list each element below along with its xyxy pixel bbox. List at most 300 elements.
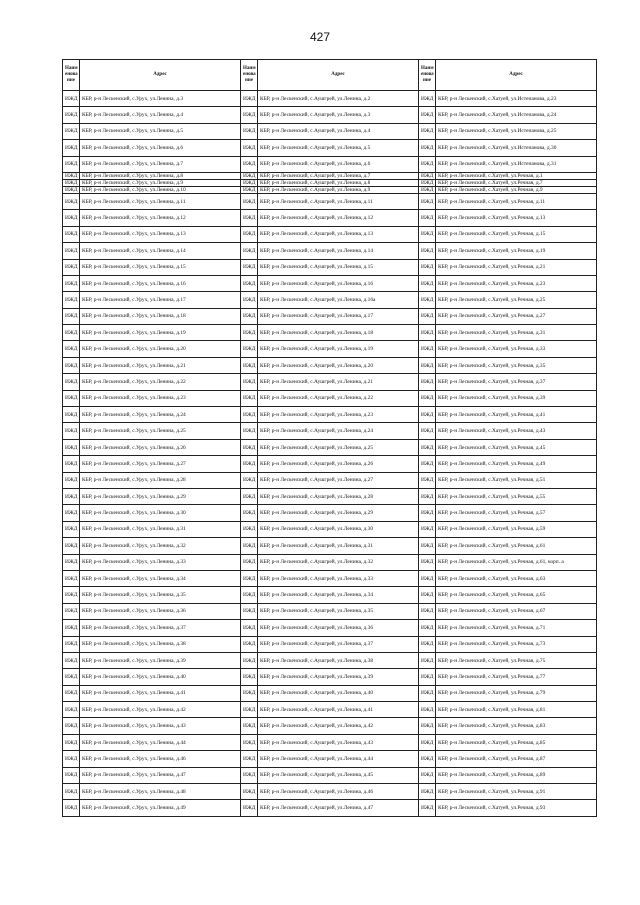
object-type-cell: ИЖД: [241, 488, 258, 504]
object-type-cell: ИЖД: [63, 357, 80, 373]
object-type-cell: ИЖД: [63, 603, 80, 619]
object-type-cell: ИЖД: [241, 91, 258, 107]
table-row: [241, 538, 419, 554]
kind-header: Наим енова ние: [63, 60, 80, 91]
table-row: [419, 456, 597, 472]
address-cell: КБР, р-н Лескенский, с.Хатуей, ул.Речная, д.57: [436, 505, 597, 521]
table-row: [241, 472, 419, 488]
table-row: [241, 751, 419, 767]
address-cell: КБР, р-н Лескенский, с.Урух, ул.Ленина, д.27: [80, 456, 241, 472]
table-row: [419, 107, 597, 123]
object-type-cell: ИЖД: [419, 570, 436, 586]
address-cell: КБР, р-н Лескенский, с.Аушгрей, ул.Ленина, д.36: [258, 620, 419, 636]
object-type-cell: ИЖД: [63, 800, 80, 816]
table-header-row: [419, 60, 597, 91]
table-row: [63, 172, 241, 179]
table-row: [419, 243, 597, 259]
object-type-cell: ИЖД: [419, 767, 436, 783]
object-type-cell: ИЖД: [63, 275, 80, 291]
table-row: [63, 123, 241, 139]
address-cell: КБР, р-н Лескенский, с.Урух, ул.Ленина, д.49: [80, 800, 241, 816]
address-cell: КБР, р-н Лескенский, с.Урух, ул.Ленина, д.15: [80, 259, 241, 275]
address-cell: КБР, р-н Лескенский, с.Урух, ул.Ленина, д.21: [80, 357, 241, 373]
table-row: [63, 186, 241, 193]
object-type-cell: ИЖД: [419, 275, 436, 291]
object-type-cell: ИЖД: [419, 357, 436, 373]
table-row: [419, 472, 597, 488]
object-type-cell: ИЖД: [63, 172, 80, 179]
table-row: [241, 325, 419, 341]
object-type-cell: ИЖД: [63, 472, 80, 488]
address-cell: КБР, р-н Лескенский, с.Урух, ул.Ленина, д.41: [80, 685, 241, 701]
address-cell: КБР, р-н Лескенский, с.Урух, ул.Ленина, д.11: [80, 193, 241, 209]
table-row: [241, 587, 419, 603]
address-cell: КБР, р-н Лескенский, с.Хатуей, ул.Речная, д.45: [436, 439, 597, 455]
address-cell: КБР, р-н Лескенский, с.Аушгрей, ул.Ленина, д.26: [258, 456, 419, 472]
table-row: [63, 570, 241, 586]
address-cell: КБР, р-н Лескенский, с.Урух, ул.Ленина, д.3: [80, 91, 241, 107]
address-cell: КБР, р-н Лескенский, с.Хатуей, ул.Речная, д.91: [436, 784, 597, 800]
table-row: [63, 275, 241, 291]
object-type-cell: ИЖД: [241, 374, 258, 390]
address-cell: КБР, р-н Лескенский, с.Аушгрей, ул.Ленина, д.45: [258, 767, 419, 783]
address-cell: КБР, р-н Лескенский, с.Урух, ул.Ленина, д.43: [80, 718, 241, 734]
table-row: [63, 538, 241, 554]
object-type-cell: ИЖД: [63, 767, 80, 783]
object-type-cell: ИЖД: [241, 603, 258, 619]
address-cell: КБР, р-н Лескенский, с.Аушгрей, ул.Ленина, д.15: [258, 259, 419, 275]
table-row: [419, 718, 597, 734]
object-type-cell: ИЖД: [63, 718, 80, 734]
address-cell: КБР, р-н Лескенский, с.Хатуей, ул.Речная, д.21: [436, 259, 597, 275]
table-row: [63, 140, 241, 156]
object-type-cell: ИЖД: [241, 570, 258, 586]
object-type-cell: ИЖД: [419, 210, 436, 226]
object-type-cell: ИЖД: [419, 172, 436, 179]
address-cell: КБР, р-н Лескенский, с.Аушгрей, ул.Ленина, д.21: [258, 374, 419, 390]
object-type-cell: ИЖД: [63, 669, 80, 685]
object-type-cell: ИЖД: [241, 140, 258, 156]
table-row: [241, 341, 419, 357]
object-type-cell: ИЖД: [241, 210, 258, 226]
table-header-row: [241, 60, 419, 91]
object-type-cell: ИЖД: [63, 226, 80, 242]
object-type-cell: ИЖД: [63, 243, 80, 259]
table-row: [63, 734, 241, 750]
address-cell: КБР, р-н Лескенский, с.Аушгрей, ул.Ленина, д.3: [258, 107, 419, 123]
table-row: [241, 734, 419, 750]
address-cell: КБР, р-н Лескенский, с.Урух, ул.Ленина, д.34: [80, 570, 241, 586]
table-row: [241, 570, 419, 586]
address-cell: КБР, р-н Лескенский, с.Хатуей, ул.Речная, д.63: [436, 570, 597, 586]
address-cell: КБР, р-н Лескенский, с.Хатуей, ул.Речная, д.59: [436, 521, 597, 537]
table-row: [419, 734, 597, 750]
object-type-cell: ИЖД: [241, 751, 258, 767]
table-row: [63, 439, 241, 455]
table-row: [419, 341, 597, 357]
object-type-cell: ИЖД: [419, 734, 436, 750]
address-cell: КБР, р-н Лескенский, с.Хатуей, ул.Речная, д.79: [436, 685, 597, 701]
address-cell: КБР, р-н Лескенский, с.Аушгрей, ул.Ленина, д.19: [258, 341, 419, 357]
address-cell: КБР, р-н Лескенский, с.Урух, ул.Ленина, д.46: [80, 751, 241, 767]
object-type-cell: ИЖД: [63, 259, 80, 275]
address-cell: КБР, р-н Лескенский, с.Урух, ул.Ленина, д.47: [80, 767, 241, 783]
table-row: [241, 554, 419, 570]
address-cell: КБР, р-н Лескенский, с.Урух, ул.Ленина, д.23: [80, 390, 241, 406]
table-row: [63, 374, 241, 390]
table-row: [419, 407, 597, 423]
address-cell: КБР, р-н Лескенский, с.Аушгрей, ул.Ленина, д.9: [258, 186, 419, 193]
object-type-cell: ИЖД: [419, 193, 436, 209]
object-type-cell: ИЖД: [241, 538, 258, 554]
address-cell: КБР, р-н Лескенский, с.Аушгрей, ул.Ленина, д.22: [258, 390, 419, 406]
object-type-cell: ИЖД: [419, 390, 436, 406]
address-cell: КБР, р-н Лескенский, с.Аушгрей, ул.Ленина, д.5: [258, 140, 419, 156]
table-row: [241, 603, 419, 619]
address-cell: КБР, р-н Лескенский, с.Урух, ул.Ленина, д.40: [80, 669, 241, 685]
object-type-cell: ИЖД: [241, 456, 258, 472]
address-cell: КБР, р-н Лескенский, с.Урух, ул.Ленина, д.12: [80, 210, 241, 226]
table-row: [419, 767, 597, 783]
table-row: [419, 325, 597, 341]
object-type-cell: ИЖД: [241, 179, 258, 186]
address-cell: КБР, р-н Лескенский, с.Хатуей, ул.Истепанова, д.25: [436, 123, 597, 139]
table-row: [419, 186, 597, 193]
object-type-cell: ИЖД: [63, 702, 80, 718]
address-cell: КБР, р-н Лескенский, с.Хатуей, ул.Речная, д.51: [436, 472, 597, 488]
address-cell: КБР, р-н Лескенский, с.Аушгрей, ул.Ленина, д.42: [258, 718, 419, 734]
object-type-cell: ИЖД: [419, 439, 436, 455]
table-row: [63, 751, 241, 767]
table-row: [241, 308, 419, 324]
object-type-cell: ИЖД: [419, 91, 436, 107]
address-cell: КБР, р-н Лескенский, с.Аушгрей, ул.Ленина, д.14: [258, 243, 419, 259]
address-cell: КБР, р-н Лескенский, с.Аушгрей, ул.Ленина, д.4: [258, 123, 419, 139]
address-cell: КБР, р-н Лескенский, с.Аушгрей, ул.Ленина, д.27: [258, 472, 419, 488]
address-cell: КБР, р-н Лескенский, с.Хатуей, ул.Речная, д.7: [436, 179, 597, 186]
address-cell: КБР, р-н Лескенский, с.Аушгрей, ул.Ленина, д.28: [258, 488, 419, 504]
table-row: [419, 292, 597, 308]
address-cell: КБР, р-н Лескенский, с.Хатуей, ул.Речная, д.23: [436, 275, 597, 291]
address-cell: КБР, р-н Лескенский, с.Хатуей, ул.Речная, д.35: [436, 357, 597, 373]
object-type-cell: ИЖД: [63, 308, 80, 324]
object-type-cell: ИЖД: [241, 107, 258, 123]
address-cell: КБР, р-н Лескенский, с.Аушгрей, ул.Ленина, д.38: [258, 652, 419, 668]
table-row: [63, 226, 241, 242]
table-row: [241, 275, 419, 291]
address-cell: КБР, р-н Лескенский, с.Хатуей, ул.Речная, д.15: [436, 226, 597, 242]
object-type-cell: ИЖД: [241, 186, 258, 193]
table-row: [241, 521, 419, 537]
table-row: [419, 259, 597, 275]
object-type-cell: ИЖД: [63, 341, 80, 357]
table-row: [63, 603, 241, 619]
object-type-cell: ИЖД: [63, 292, 80, 308]
object-type-cell: ИЖД: [63, 91, 80, 107]
address-cell: КБР, р-н Лескенский, с.Урух, ул.Ленина, д.37: [80, 620, 241, 636]
object-type-cell: ИЖД: [63, 751, 80, 767]
table-row: [241, 226, 419, 242]
address-cell: КБР, р-н Лескенский, с.Аушгрей, ул.Ленина, д.25: [258, 439, 419, 455]
address-cell: КБР, р-н Лескенский, с.Хатуей, ул.Истепанова, д.31: [436, 156, 597, 172]
object-type-cell: ИЖД: [419, 784, 436, 800]
table-row: [419, 620, 597, 636]
table-row: [63, 587, 241, 603]
object-type-cell: ИЖД: [419, 107, 436, 123]
address-cell: КБР, р-н Лескенский, с.Аушгрей, ул.Ленина, д.33: [258, 570, 419, 586]
table-row: [63, 488, 241, 504]
object-type-cell: ИЖД: [241, 357, 258, 373]
table-row: [419, 570, 597, 586]
table-row: [63, 292, 241, 308]
address-cell: КБР, р-н Лескенский, с.Урух, ул.Ленина, д.16: [80, 275, 241, 291]
object-type-cell: ИЖД: [419, 179, 436, 186]
object-type-cell: ИЖД: [63, 685, 80, 701]
address-cell: КБР, р-н Лескенский, с.Урух, ул.Ленина, д.44: [80, 734, 241, 750]
object-type-cell: ИЖД: [63, 123, 80, 139]
table-row: [241, 620, 419, 636]
object-type-cell: ИЖД: [63, 210, 80, 226]
table-row: [63, 179, 241, 186]
object-type-cell: ИЖД: [419, 587, 436, 603]
table-row: [241, 374, 419, 390]
table-row: [419, 554, 597, 570]
address-cell: КБР, р-н Лескенский, с.Урух, ул.Ленина, д.35: [80, 587, 241, 603]
object-type-cell: ИЖД: [241, 521, 258, 537]
table-row: [419, 652, 597, 668]
object-type-cell: ИЖД: [241, 193, 258, 209]
address-cell: КБР, р-н Лескенский, с.Аушгрей, ул.Ленина, д.17: [258, 308, 419, 324]
table-row: [63, 341, 241, 357]
address-cell: КБР, р-н Лескенский, с.Аушгрей, ул.Ленина, д.16: [258, 275, 419, 291]
address-cell: КБР, р-н Лескенский, с.Аушгрей, ул.Ленина, д.31: [258, 538, 419, 554]
object-type-cell: ИЖД: [419, 505, 436, 521]
address-cell: КБР, р-н Лескенский, с.Урух, ул.Ленина, д.28: [80, 472, 241, 488]
table-row: [63, 620, 241, 636]
address-cell: КБР, р-н Лескенский, с.Аушгрей, ул.Ленина, д.13: [258, 226, 419, 242]
object-type-cell: ИЖД: [241, 123, 258, 139]
table-row: [63, 718, 241, 734]
table-row: [419, 784, 597, 800]
object-type-cell: ИЖД: [241, 243, 258, 259]
address-cell: КБР, р-н Лескенский, с.Хатуей, ул.Речная, д.11: [436, 193, 597, 209]
table-row: [63, 784, 241, 800]
object-type-cell: ИЖД: [419, 140, 436, 156]
address-cell: КБР, р-н Лескенский, с.Хатуей, ул.Речная, д.1: [436, 172, 597, 179]
table-row: [419, 488, 597, 504]
object-type-cell: ИЖД: [241, 702, 258, 718]
object-type-cell: ИЖД: [419, 243, 436, 259]
object-type-cell: ИЖД: [419, 325, 436, 341]
table-row: [419, 91, 597, 107]
table-row: [419, 226, 597, 242]
object-type-cell: ИЖД: [241, 292, 258, 308]
object-type-cell: ИЖД: [63, 570, 80, 586]
address-cell: КБР, р-н Лескенский, с.Хатуей, ул.Речная, д.75: [436, 652, 597, 668]
address-cell: КБР, р-н Лескенский, с.Хатуей, ул.Речная, д.67: [436, 603, 597, 619]
table-row: [419, 800, 597, 816]
object-type-cell: ИЖД: [241, 636, 258, 652]
address-cell: КБР, р-н Лескенский, с.Аушгрей, ул.Ленина, д.29: [258, 505, 419, 521]
object-type-cell: ИЖД: [419, 751, 436, 767]
object-type-cell: ИЖД: [419, 308, 436, 324]
object-type-cell: ИЖД: [241, 620, 258, 636]
address-cell: КБР, р-н Лескенский, с.Урух, ул.Ленина, д.25: [80, 423, 241, 439]
address-cell: КБР, р-н Лескенский, с.Хатуей, ул.Речная, д.13: [436, 210, 597, 226]
object-type-cell: ИЖД: [241, 669, 258, 685]
address-cell: КБР, р-н Лескенский, с.Урух, ул.Ленина, д.8: [80, 172, 241, 179]
table-row: [63, 669, 241, 685]
object-type-cell: ИЖД: [419, 156, 436, 172]
address-cell: КБР, р-н Лескенский, с.Урух, ул.Ленина, д.17: [80, 292, 241, 308]
object-type-cell: ИЖД: [241, 587, 258, 603]
table-body-2: [241, 91, 419, 817]
table-row: [241, 156, 419, 172]
address-cell: КБР, р-н Лескенский, с.Хатуей, ул.Речная, д.81: [436, 702, 597, 718]
object-type-cell: ИЖД: [63, 636, 80, 652]
address-cell: КБР, р-н Лескенский, с.Урух, ул.Ленина, д.32: [80, 538, 241, 554]
address-cell: КБР, р-н Лескенский, с.Хатуей, ул.Речная, д.89: [436, 767, 597, 783]
address-cell: КБР, р-н Лескенский, с.Аушгрей, ул.Ленина, д.30: [258, 521, 419, 537]
address-cell: КБР, р-н Лескенский, с.Хатуей, ул.Речная, д.37: [436, 374, 597, 390]
table-row: [63, 407, 241, 423]
table-row: [419, 308, 597, 324]
address-cell: КБР, р-н Лескенский, с.Аушгрей, ул.Ленина, д.43: [258, 734, 419, 750]
table-row: [63, 259, 241, 275]
object-type-cell: ИЖД: [241, 172, 258, 179]
address-table-2: [240, 59, 419, 817]
object-type-cell: ИЖД: [63, 554, 80, 570]
table-row: [241, 357, 419, 373]
object-type-cell: ИЖД: [63, 784, 80, 800]
table-row: [63, 472, 241, 488]
address-cell: КБР, р-н Лескенский, с.Аушгрей, ул.Ленина, д.8: [258, 179, 419, 186]
table-row: [241, 767, 419, 783]
object-type-cell: ИЖД: [63, 439, 80, 455]
address-cell: КБР, р-н Лескенский, с.Хатуей, ул.Речная, д.65: [436, 587, 597, 603]
object-type-cell: ИЖД: [419, 554, 436, 570]
address-cell: КБР, р-н Лескенский, с.Хатуей, ул.Речная, д.61, корп. а: [436, 554, 597, 570]
address-cell: КБР, р-н Лескенский, с.Аушгрей, ул.Ленина, д.2: [258, 91, 419, 107]
address-cell: КБР, р-н Лескенский, с.Аушгрей, ул.Ленина, д.39: [258, 669, 419, 685]
object-type-cell: ИЖД: [241, 341, 258, 357]
address-cell: КБР, р-н Лескенский, с.Аушгрей, ул.Ленина, д.20: [258, 357, 419, 373]
object-type-cell: ИЖД: [419, 521, 436, 537]
address-cell: КБР, р-н Лескенский, с.Урух, ул.Ленина, д.4: [80, 107, 241, 123]
table-row: [419, 210, 597, 226]
table-row: [419, 193, 597, 209]
table-row: [419, 172, 597, 179]
object-type-cell: ИЖД: [241, 226, 258, 242]
address-cell: КБР, р-н Лескенский, с.Урух, ул.Ленина, д.29: [80, 488, 241, 504]
table-row: [419, 538, 597, 554]
address-header: Адрес: [80, 60, 241, 91]
table-column-3: [418, 59, 597, 817]
table-row: [241, 456, 419, 472]
address-cell: КБР, р-н Лескенский, с.Аушгрей, ул.Ленина, д.6: [258, 156, 419, 172]
address-table-1: [62, 59, 241, 817]
table-row: [63, 243, 241, 259]
table-row: [419, 636, 597, 652]
table-body-1: [63, 91, 241, 817]
table-row: [419, 390, 597, 406]
table-row: [241, 488, 419, 504]
address-cell: КБР, р-н Лескенский, с.Аушгрей, ул.Ленина, д.16а: [258, 292, 419, 308]
object-type-cell: ИЖД: [419, 800, 436, 816]
object-type-cell: ИЖД: [419, 292, 436, 308]
address-cell: КБР, р-н Лескенский, с.Урух, ул.Ленина, д.22: [80, 374, 241, 390]
table-row: [241, 259, 419, 275]
object-type-cell: ИЖД: [419, 456, 436, 472]
address-cell: КБР, р-н Лескенский, с.Урух, ул.Ленина, д.19: [80, 325, 241, 341]
address-cell: КБР, р-н Лескенский, с.Хатуей, ул.Речная, д.61: [436, 538, 597, 554]
table-header-row: [63, 60, 241, 91]
address-cell: КБР, р-н Лескенский, с.Урух, ул.Ленина, д.18: [80, 308, 241, 324]
table-row: [241, 423, 419, 439]
address-cell: КБР, р-н Лескенский, с.Аушгрей, ул.Ленина, д.7: [258, 172, 419, 179]
table-row: [241, 718, 419, 734]
address-cell: КБР, р-н Лескенский, с.Урух, ул.Ленина, д.13: [80, 226, 241, 242]
table-row: [241, 636, 419, 652]
address-cell: КБР, р-н Лескенский, с.Аушгрей, ул.Ленина, д.35: [258, 603, 419, 619]
table-row: [419, 423, 597, 439]
address-cell: КБР, р-н Лескенский, с.Хатуей, ул.Речная, д.41: [436, 407, 597, 423]
table-row: [419, 603, 597, 619]
table-row: [241, 784, 419, 800]
address-cell: КБР, р-н Лескенский, с.Хатуей, ул.Речная, д.77: [436, 669, 597, 685]
object-type-cell: ИЖД: [63, 521, 80, 537]
table-row: [419, 275, 597, 291]
table-row: [241, 505, 419, 521]
address-cell: КБР, р-н Лескенский, с.Урух, ул.Ленина, д.31: [80, 521, 241, 537]
object-type-cell: ИЖД: [419, 259, 436, 275]
table-row: [241, 407, 419, 423]
object-type-cell: ИЖД: [241, 156, 258, 172]
table-row: [241, 800, 419, 816]
address-cell: КБР, р-н Лескенский, с.Аушгрей, ул.Ленина, д.12: [258, 210, 419, 226]
table-column-1: [62, 59, 241, 817]
table-row: [241, 91, 419, 107]
table-row: [241, 172, 419, 179]
table-row: [241, 140, 419, 156]
object-type-cell: ИЖД: [241, 259, 258, 275]
object-type-cell: ИЖД: [241, 423, 258, 439]
address-cell: КБР, р-н Лескенский, с.Аушгрей, ул.Ленина, д.24: [258, 423, 419, 439]
object-type-cell: ИЖД: [63, 620, 80, 636]
table-body-3: [419, 91, 597, 817]
kind-header: Наим енова ние: [241, 60, 258, 91]
address-cell: КБР, р-н Лескенский, с.Хатуей, ул.Истепанова, д.30: [436, 140, 597, 156]
object-type-cell: ИЖД: [419, 374, 436, 390]
address-cell: КБР, р-н Лескенский, с.Аушгрей, ул.Ленина, д.34: [258, 587, 419, 603]
object-type-cell: ИЖД: [241, 439, 258, 455]
object-type-cell: ИЖД: [419, 423, 436, 439]
object-type-cell: ИЖД: [419, 538, 436, 554]
object-type-cell: ИЖД: [63, 488, 80, 504]
object-type-cell: ИЖД: [63, 156, 80, 172]
table-row: [419, 669, 597, 685]
table-row: [63, 505, 241, 521]
table-row: [63, 308, 241, 324]
address-cell: КБР, р-н Лескенский, с.Урух, ул.Ленина, д.33: [80, 554, 241, 570]
address-cell: КБР, р-н Лескенский, с.Аушгрей, ул.Ленина, д.41: [258, 702, 419, 718]
table-row: [63, 107, 241, 123]
object-type-cell: ИЖД: [63, 325, 80, 341]
object-type-cell: ИЖД: [241, 407, 258, 423]
object-type-cell: ИЖД: [419, 186, 436, 193]
address-cell: КБР, р-н Лескенский, с.Хатуей, ул.Речная, д.73: [436, 636, 597, 652]
object-type-cell: ИЖД: [419, 341, 436, 357]
